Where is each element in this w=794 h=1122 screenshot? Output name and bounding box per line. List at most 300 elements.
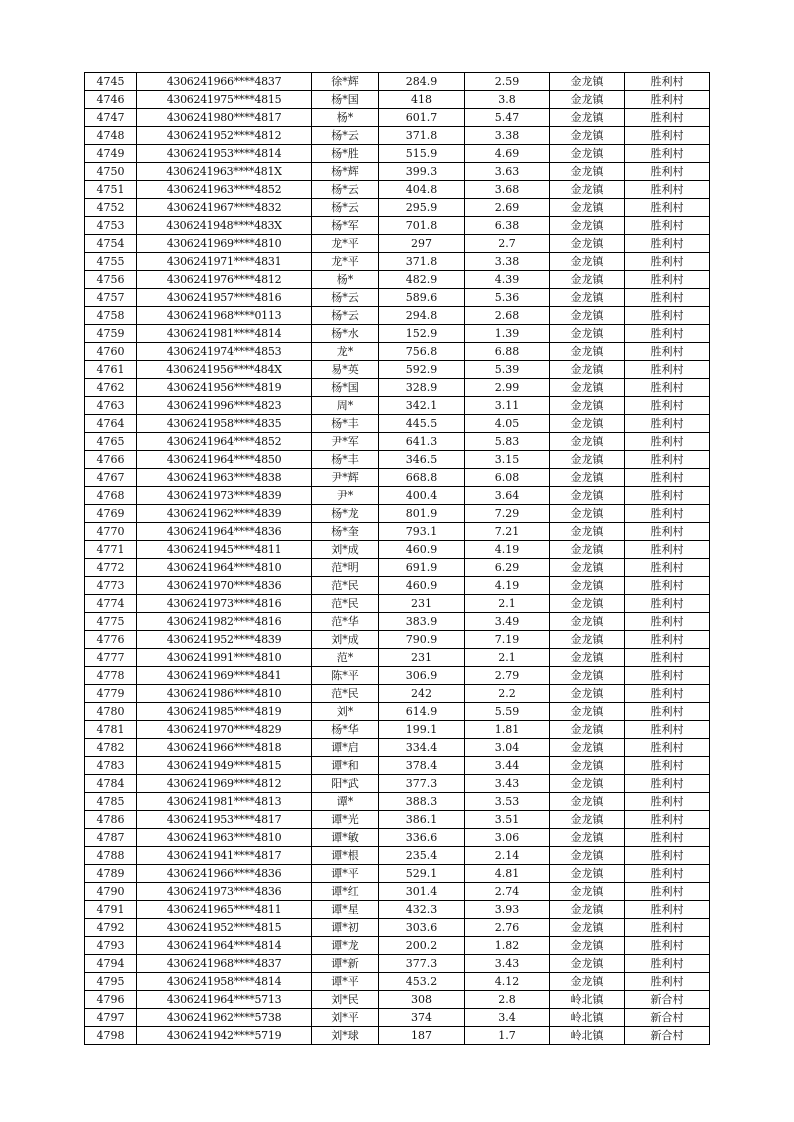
id-number-cell: 4306241969****4841 xyxy=(137,667,312,685)
name-cell: 刘*平 xyxy=(312,1009,379,1027)
table-row xyxy=(85,793,710,811)
amount-cell: 231 xyxy=(379,649,465,667)
amount-cell: 336.6 xyxy=(379,829,465,847)
table-row xyxy=(85,919,710,937)
amount-cell: 614.9 xyxy=(379,703,465,721)
value-cell: 2.1 xyxy=(465,649,550,667)
id-number-cell: 4306241973****4816 xyxy=(137,595,312,613)
name-cell: 杨* xyxy=(312,271,379,289)
row-number-cell: 4787 xyxy=(85,829,137,847)
village-cell: 胜利村 xyxy=(625,235,710,253)
row-number-cell: 4763 xyxy=(85,397,137,415)
table-row xyxy=(85,595,710,613)
amount-cell: 418 xyxy=(379,91,465,109)
amount-cell: 460.9 xyxy=(379,577,465,595)
value-cell: 3.43 xyxy=(465,955,550,973)
id-number-cell: 4306241956****484X xyxy=(137,361,312,379)
table-row xyxy=(85,973,710,991)
row-number-cell: 4755 xyxy=(85,253,137,271)
row-number-cell: 4768 xyxy=(85,487,137,505)
value-cell: 3.51 xyxy=(465,811,550,829)
id-number-cell: 4306241982****4816 xyxy=(137,613,312,631)
id-number-cell: 4306241958****4814 xyxy=(137,973,312,991)
table-row xyxy=(85,469,710,487)
table-row xyxy=(85,937,710,955)
town-cell: 金龙镇 xyxy=(550,253,625,271)
row-number-cell: 4770 xyxy=(85,523,137,541)
town-cell: 金龙镇 xyxy=(550,937,625,955)
value-cell: 3.49 xyxy=(465,613,550,631)
table-row xyxy=(85,181,710,199)
town-cell: 金龙镇 xyxy=(550,811,625,829)
table-row xyxy=(85,901,710,919)
town-cell: 金龙镇 xyxy=(550,793,625,811)
amount-cell: 303.6 xyxy=(379,919,465,937)
town-cell: 金龙镇 xyxy=(550,559,625,577)
table-row xyxy=(85,127,710,145)
amount-cell: 342.1 xyxy=(379,397,465,415)
amount-cell: 386.1 xyxy=(379,811,465,829)
town-cell: 金龙镇 xyxy=(550,883,625,901)
row-number-cell: 4745 xyxy=(85,73,137,91)
id-number-cell: 4306241949****4815 xyxy=(137,757,312,775)
village-cell: 胜利村 xyxy=(625,127,710,145)
amount-cell: 152.9 xyxy=(379,325,465,343)
town-cell: 岭北镇 xyxy=(550,991,625,1009)
id-number-cell: 4306241957****4816 xyxy=(137,289,312,307)
table-row xyxy=(85,649,710,667)
name-cell: 杨*华 xyxy=(312,721,379,739)
name-cell: 刘* xyxy=(312,703,379,721)
value-cell: 3.06 xyxy=(465,829,550,847)
village-cell: 胜利村 xyxy=(625,685,710,703)
name-cell: 范*民 xyxy=(312,577,379,595)
name-cell: 谭*龙 xyxy=(312,937,379,955)
value-cell: 4.05 xyxy=(465,415,550,433)
value-cell: 2.7 xyxy=(465,235,550,253)
amount-cell: 453.2 xyxy=(379,973,465,991)
amount-cell: 328.9 xyxy=(379,379,465,397)
id-number-cell: 4306241991****4810 xyxy=(137,649,312,667)
name-cell: 杨*云 xyxy=(312,199,379,217)
table-row xyxy=(85,199,710,217)
town-cell: 金龙镇 xyxy=(550,775,625,793)
value-cell: 3.63 xyxy=(465,163,550,181)
table-row xyxy=(85,883,710,901)
id-number-cell: 4306241985****4819 xyxy=(137,703,312,721)
town-cell: 金龙镇 xyxy=(550,145,625,163)
name-cell: 杨* xyxy=(312,109,379,127)
town-cell: 金龙镇 xyxy=(550,415,625,433)
table-row xyxy=(85,433,710,451)
amount-cell: 374 xyxy=(379,1009,465,1027)
village-cell: 胜利村 xyxy=(625,865,710,883)
name-cell: 杨*辉 xyxy=(312,163,379,181)
row-number-cell: 4780 xyxy=(85,703,137,721)
name-cell: 谭*平 xyxy=(312,973,379,991)
amount-cell: 187 xyxy=(379,1027,465,1045)
table-row xyxy=(85,955,710,973)
table-row xyxy=(85,577,710,595)
row-number-cell: 4762 xyxy=(85,379,137,397)
village-cell: 胜利村 xyxy=(625,649,710,667)
row-number-cell: 4749 xyxy=(85,145,137,163)
village-cell: 胜利村 xyxy=(625,505,710,523)
name-cell: 谭*星 xyxy=(312,901,379,919)
id-number-cell: 4306241986****4810 xyxy=(137,685,312,703)
id-number-cell: 4306241981****4813 xyxy=(137,793,312,811)
id-number-cell: 4306241968****0113 xyxy=(137,307,312,325)
name-cell: 周* xyxy=(312,397,379,415)
amount-cell: 399.3 xyxy=(379,163,465,181)
table-row xyxy=(85,325,710,343)
name-cell: 谭*和 xyxy=(312,757,379,775)
table-row xyxy=(85,613,710,631)
amount-cell: 668.8 xyxy=(379,469,465,487)
amount-cell: 641.3 xyxy=(379,433,465,451)
table-row xyxy=(85,739,710,757)
amount-cell: 242 xyxy=(379,685,465,703)
name-cell: 杨*水 xyxy=(312,325,379,343)
village-cell: 胜利村 xyxy=(625,721,710,739)
name-cell: 杨*龙 xyxy=(312,505,379,523)
table-row xyxy=(85,307,710,325)
value-cell: 3.43 xyxy=(465,775,550,793)
town-cell: 金龙镇 xyxy=(550,199,625,217)
name-cell: 杨*胜 xyxy=(312,145,379,163)
town-cell: 金龙镇 xyxy=(550,397,625,415)
value-cell: 2.79 xyxy=(465,667,550,685)
amount-cell: 756.8 xyxy=(379,343,465,361)
value-cell: 4.39 xyxy=(465,271,550,289)
village-cell: 胜利村 xyxy=(625,109,710,127)
town-cell: 金龙镇 xyxy=(550,649,625,667)
row-number-cell: 4765 xyxy=(85,433,137,451)
amount-cell: 793.1 xyxy=(379,523,465,541)
value-cell: 3.15 xyxy=(465,451,550,469)
row-number-cell: 4797 xyxy=(85,1009,137,1027)
town-cell: 金龙镇 xyxy=(550,973,625,991)
town-cell: 金龙镇 xyxy=(550,469,625,487)
village-cell: 胜利村 xyxy=(625,757,710,775)
table-row xyxy=(85,487,710,505)
name-cell: 龙*平 xyxy=(312,253,379,271)
row-number-cell: 4756 xyxy=(85,271,137,289)
row-number-cell: 4753 xyxy=(85,217,137,235)
value-cell: 6.88 xyxy=(465,343,550,361)
town-cell: 金龙镇 xyxy=(550,901,625,919)
amount-cell: 482.9 xyxy=(379,271,465,289)
table-row xyxy=(85,1027,710,1045)
village-cell: 胜利村 xyxy=(625,361,710,379)
village-cell: 胜利村 xyxy=(625,289,710,307)
name-cell: 易*英 xyxy=(312,361,379,379)
name-cell: 谭* xyxy=(312,793,379,811)
amount-cell: 294.8 xyxy=(379,307,465,325)
id-number-cell: 4306241969****4812 xyxy=(137,775,312,793)
town-cell: 金龙镇 xyxy=(550,289,625,307)
town-cell: 金龙镇 xyxy=(550,613,625,631)
value-cell: 2.14 xyxy=(465,847,550,865)
value-cell: 2.99 xyxy=(465,379,550,397)
name-cell: 范* xyxy=(312,649,379,667)
table-row xyxy=(85,289,710,307)
row-number-cell: 4798 xyxy=(85,1027,137,1045)
row-number-cell: 4792 xyxy=(85,919,137,937)
table-row xyxy=(85,163,710,181)
amount-cell: 235.4 xyxy=(379,847,465,865)
id-number-cell: 4306241965****4811 xyxy=(137,901,312,919)
table-row xyxy=(85,109,710,127)
village-cell: 胜利村 xyxy=(625,919,710,937)
amount-cell: 371.8 xyxy=(379,127,465,145)
village-cell: 胜利村 xyxy=(625,397,710,415)
row-number-cell: 4767 xyxy=(85,469,137,487)
value-cell: 3.38 xyxy=(465,127,550,145)
village-cell: 胜利村 xyxy=(625,253,710,271)
village-cell: 胜利村 xyxy=(625,883,710,901)
name-cell: 杨*奎 xyxy=(312,523,379,541)
village-cell: 胜利村 xyxy=(625,847,710,865)
town-cell: 金龙镇 xyxy=(550,847,625,865)
amount-cell: 334.4 xyxy=(379,739,465,757)
id-number-cell: 4306241964****4814 xyxy=(137,937,312,955)
table-row xyxy=(85,721,710,739)
value-cell: 3.38 xyxy=(465,253,550,271)
table-row xyxy=(85,451,710,469)
table-row xyxy=(85,361,710,379)
id-number-cell: 4306241953****4814 xyxy=(137,145,312,163)
town-cell: 金龙镇 xyxy=(550,667,625,685)
id-number-cell: 4306241963****4852 xyxy=(137,181,312,199)
value-cell: 2.2 xyxy=(465,685,550,703)
amount-cell: 378.4 xyxy=(379,757,465,775)
village-cell: 新合村 xyxy=(625,991,710,1009)
value-cell: 4.69 xyxy=(465,145,550,163)
town-cell: 金龙镇 xyxy=(550,379,625,397)
amount-cell: 701.8 xyxy=(379,217,465,235)
row-number-cell: 4748 xyxy=(85,127,137,145)
village-cell: 新合村 xyxy=(625,1027,710,1045)
amount-cell: 592.9 xyxy=(379,361,465,379)
table-row xyxy=(85,235,710,253)
village-cell: 胜利村 xyxy=(625,829,710,847)
town-cell: 金龙镇 xyxy=(550,235,625,253)
town-cell: 金龙镇 xyxy=(550,163,625,181)
amount-cell: 790.9 xyxy=(379,631,465,649)
table-row xyxy=(85,415,710,433)
name-cell: 尹* xyxy=(312,487,379,505)
name-cell: 杨*军 xyxy=(312,217,379,235)
table-row xyxy=(85,505,710,523)
town-cell: 金龙镇 xyxy=(550,757,625,775)
town-cell: 岭北镇 xyxy=(550,1027,625,1045)
name-cell: 尹*军 xyxy=(312,433,379,451)
village-cell: 胜利村 xyxy=(625,775,710,793)
village-cell: 胜利村 xyxy=(625,307,710,325)
table-row xyxy=(85,145,710,163)
value-cell: 2.68 xyxy=(465,307,550,325)
table-row xyxy=(85,253,710,271)
id-number-cell: 4306241971****4831 xyxy=(137,253,312,271)
id-number-cell: 4306241962****4839 xyxy=(137,505,312,523)
name-cell: 陈*平 xyxy=(312,667,379,685)
village-cell: 胜利村 xyxy=(625,613,710,631)
table-row xyxy=(85,397,710,415)
town-cell: 金龙镇 xyxy=(550,451,625,469)
town-cell: 金龙镇 xyxy=(550,343,625,361)
value-cell: 3.04 xyxy=(465,739,550,757)
town-cell: 金龙镇 xyxy=(550,631,625,649)
value-cell: 5.47 xyxy=(465,109,550,127)
value-cell: 6.38 xyxy=(465,217,550,235)
town-cell: 金龙镇 xyxy=(550,505,625,523)
row-number-cell: 4758 xyxy=(85,307,137,325)
village-cell: 新合村 xyxy=(625,1009,710,1027)
row-number-cell: 4764 xyxy=(85,415,137,433)
id-number-cell: 4306241964****5713 xyxy=(137,991,312,1009)
row-number-cell: 4754 xyxy=(85,235,137,253)
name-cell: 范*民 xyxy=(312,595,379,613)
village-cell: 胜利村 xyxy=(625,595,710,613)
table-row xyxy=(85,91,710,109)
village-cell: 胜利村 xyxy=(625,559,710,577)
town-cell: 金龙镇 xyxy=(550,361,625,379)
town-cell: 金龙镇 xyxy=(550,919,625,937)
value-cell: 4.81 xyxy=(465,865,550,883)
id-number-cell: 4306241966****4837 xyxy=(137,73,312,91)
id-number-cell: 4306241976****4812 xyxy=(137,271,312,289)
amount-cell: 691.9 xyxy=(379,559,465,577)
id-number-cell: 4306241973****4836 xyxy=(137,883,312,901)
row-number-cell: 4793 xyxy=(85,937,137,955)
data-table xyxy=(84,72,710,1045)
name-cell: 谭*敏 xyxy=(312,829,379,847)
village-cell: 胜利村 xyxy=(625,937,710,955)
table-body xyxy=(85,73,710,1045)
amount-cell: 432.3 xyxy=(379,901,465,919)
id-number-cell: 4306241952****4839 xyxy=(137,631,312,649)
row-number-cell: 4760 xyxy=(85,343,137,361)
row-number-cell: 4786 xyxy=(85,811,137,829)
id-number-cell: 4306241962****5738 xyxy=(137,1009,312,1027)
name-cell: 范*华 xyxy=(312,613,379,631)
value-cell: 1.82 xyxy=(465,937,550,955)
id-number-cell: 4306241958****4835 xyxy=(137,415,312,433)
amount-cell: 601.7 xyxy=(379,109,465,127)
amount-cell: 306.9 xyxy=(379,667,465,685)
row-number-cell: 4766 xyxy=(85,451,137,469)
value-cell: 5.36 xyxy=(465,289,550,307)
town-cell: 金龙镇 xyxy=(550,595,625,613)
name-cell: 杨*云 xyxy=(312,289,379,307)
village-cell: 胜利村 xyxy=(625,541,710,559)
village-cell: 胜利村 xyxy=(625,469,710,487)
value-cell: 4.19 xyxy=(465,577,550,595)
town-cell: 金龙镇 xyxy=(550,127,625,145)
village-cell: 胜利村 xyxy=(625,901,710,919)
row-number-cell: 4790 xyxy=(85,883,137,901)
town-cell: 金龙镇 xyxy=(550,955,625,973)
row-number-cell: 4775 xyxy=(85,613,137,631)
amount-cell: 388.3 xyxy=(379,793,465,811)
village-cell: 胜利村 xyxy=(625,811,710,829)
value-cell: 2.1 xyxy=(465,595,550,613)
table-row xyxy=(85,847,710,865)
amount-cell: 199.1 xyxy=(379,721,465,739)
value-cell: 3.11 xyxy=(465,397,550,415)
row-number-cell: 4761 xyxy=(85,361,137,379)
village-cell: 胜利村 xyxy=(625,73,710,91)
row-number-cell: 4783 xyxy=(85,757,137,775)
id-number-cell: 4306241996****4823 xyxy=(137,397,312,415)
table-row xyxy=(85,631,710,649)
table-row xyxy=(85,757,710,775)
table-row xyxy=(85,559,710,577)
row-number-cell: 4757 xyxy=(85,289,137,307)
id-number-cell: 4306241973****4839 xyxy=(137,487,312,505)
village-cell: 胜利村 xyxy=(625,433,710,451)
table-row xyxy=(85,1009,710,1027)
id-number-cell: 4306241948****483X xyxy=(137,217,312,235)
town-cell: 金龙镇 xyxy=(550,541,625,559)
table-row xyxy=(85,703,710,721)
amount-cell: 297 xyxy=(379,235,465,253)
name-cell: 杨*云 xyxy=(312,181,379,199)
village-cell: 胜利村 xyxy=(625,199,710,217)
row-number-cell: 4774 xyxy=(85,595,137,613)
row-number-cell: 4778 xyxy=(85,667,137,685)
village-cell: 胜利村 xyxy=(625,631,710,649)
table-row xyxy=(85,379,710,397)
name-cell: 阳*武 xyxy=(312,775,379,793)
village-cell: 胜利村 xyxy=(625,973,710,991)
value-cell: 3.44 xyxy=(465,757,550,775)
table-row xyxy=(85,523,710,541)
table-row xyxy=(85,775,710,793)
amount-cell: 400.4 xyxy=(379,487,465,505)
row-number-cell: 4795 xyxy=(85,973,137,991)
name-cell: 杨*云 xyxy=(312,127,379,145)
town-cell: 金龙镇 xyxy=(550,73,625,91)
amount-cell: 460.9 xyxy=(379,541,465,559)
town-cell: 金龙镇 xyxy=(550,433,625,451)
village-cell: 胜利村 xyxy=(625,703,710,721)
amount-cell: 515.9 xyxy=(379,145,465,163)
name-cell: 谭*新 xyxy=(312,955,379,973)
id-number-cell: 4306241963****4838 xyxy=(137,469,312,487)
value-cell: 5.59 xyxy=(465,703,550,721)
id-number-cell: 4306241968****4837 xyxy=(137,955,312,973)
value-cell: 1.81 xyxy=(465,721,550,739)
town-cell: 金龙镇 xyxy=(550,577,625,595)
town-cell: 金龙镇 xyxy=(550,685,625,703)
town-cell: 金龙镇 xyxy=(550,703,625,721)
name-cell: 杨*云 xyxy=(312,307,379,325)
name-cell: 杨*丰 xyxy=(312,451,379,469)
row-number-cell: 4769 xyxy=(85,505,137,523)
row-number-cell: 4776 xyxy=(85,631,137,649)
town-cell: 金龙镇 xyxy=(550,487,625,505)
amount-cell: 529.1 xyxy=(379,865,465,883)
value-cell: 3.68 xyxy=(465,181,550,199)
id-number-cell: 4306241945****4811 xyxy=(137,541,312,559)
town-cell: 金龙镇 xyxy=(550,325,625,343)
row-number-cell: 4791 xyxy=(85,901,137,919)
name-cell: 谭*红 xyxy=(312,883,379,901)
value-cell: 7.19 xyxy=(465,631,550,649)
town-cell: 金龙镇 xyxy=(550,721,625,739)
